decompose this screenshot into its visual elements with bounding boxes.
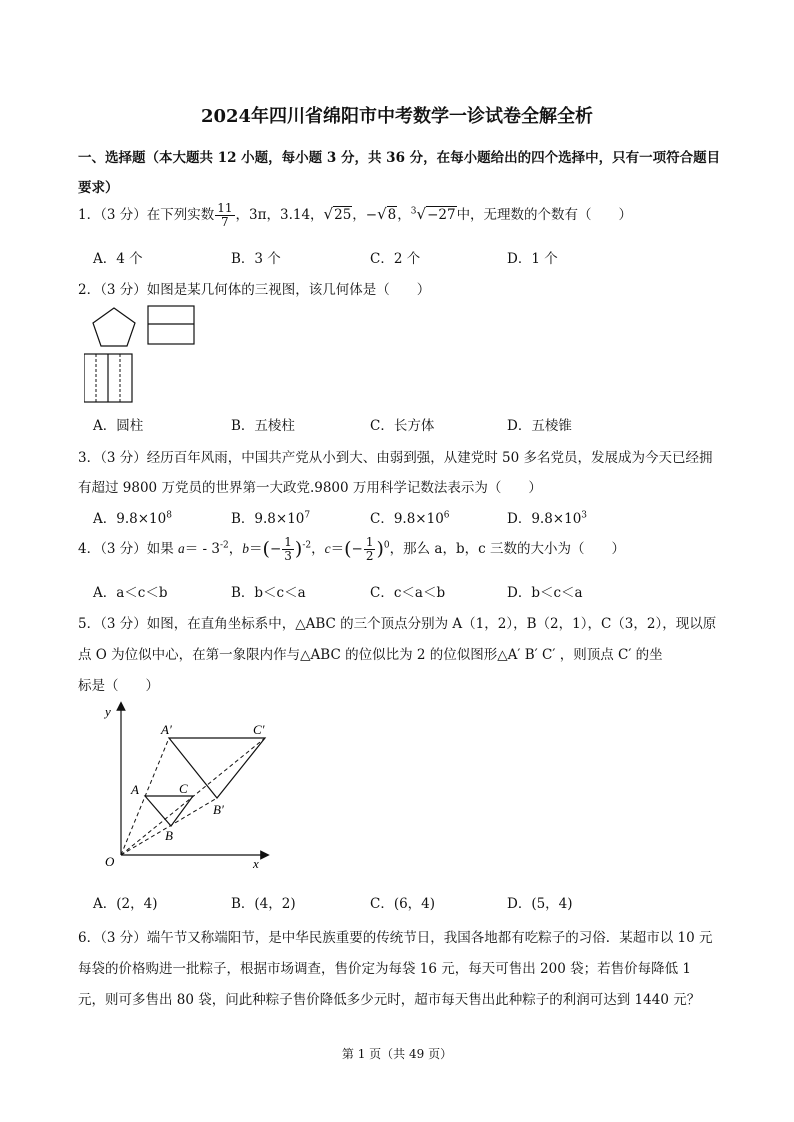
q3-option-d[interactable]: D．$9.8\times 10^3$ — [507, 510, 588, 527]
question-1: 1．（3 分）在下列实数 $\frac{11}{7}$ ，3π，3.14，√25，−√8，$^3$√−27中，无理数的个数有（ ） — [78, 201, 633, 229]
front-view-rect — [148, 306, 194, 344]
question-5: 5．（3 分）如图，在直角坐标系中，△ABC 的三个顶点分别为 A（1，2），B（2，1），C（3，2），现以原 — [78, 616, 717, 632]
question-5-cont: 点 O 为位似中心，在第一象限内作与△ABC 的位似比为 2 的位似图形△A′ B′ C′ ，则顶点 C′ 的坐 — [78, 647, 663, 663]
label-a-prime: A′ — [161, 722, 172, 737]
label-b-prime: B′ — [213, 802, 224, 817]
label-c-prime: C′ — [253, 722, 265, 737]
label-b: B — [165, 828, 173, 843]
fraction-11-7: $\frac{11}{7}$ — [217, 201, 233, 229]
q3-option-a[interactable]: A．$9.8\times 10^8$ — [93, 510, 172, 527]
fraction-1-3: $\frac{1}{3}$ — [284, 535, 292, 563]
q4-option-d[interactable]: D．b＜c＜a — [507, 585, 583, 601]
question-3-cont: 有超过 9800 万党员的世界第一大政党.9800 万用科学记数法表示为（ ） — [78, 480, 542, 496]
coordinate-figure — [95, 700, 275, 875]
q1-option-b[interactable]: B．3 个 — [231, 251, 281, 267]
question-6-cont: 每袋的价格购进一批粽子，根据市场调查，售价定为每袋 16 元，每天可售出 200 袋；若售价每降低 1 — [78, 961, 691, 977]
q5-option-d[interactable]: D．(5，4) — [507, 896, 573, 912]
q1-option-d[interactable]: D．1 个 — [507, 251, 558, 267]
q2-option-b[interactable]: B．五棱柱 — [231, 418, 295, 434]
question-6-cont2: 元，则可多售出 80 袋，问此种粽子售价降低多少元时，超市每天售出此种粽子的利润可达到 1440 元？ — [78, 992, 701, 1008]
q3-option-c[interactable]: C．$9.8\times 10^6$ — [370, 510, 450, 527]
q2-option-a[interactable]: A．圆柱 — [93, 418, 144, 434]
q5-option-b[interactable]: B．(4，2) — [231, 896, 296, 912]
q5-option-c[interactable]: C．(6，4) — [370, 896, 436, 912]
q3-option-b[interactable]: B．$9.8\times 10^7$ — [231, 510, 311, 527]
q4-option-a[interactable]: A．a＜c＜b — [93, 585, 168, 601]
sqrt-8: 8 — [387, 207, 397, 223]
q4-option-c[interactable]: C．c＜a＜b — [370, 585, 446, 601]
section-heading-cont: 要求） — [78, 180, 119, 196]
q1-option-c[interactable]: C．2 个 — [370, 251, 421, 267]
q2-option-d[interactable]: D．五棱锥 — [507, 418, 572, 434]
label-c: C — [179, 781, 188, 796]
question-6: 6．（3 分）端午节又称端阳节，是中华民族重要的传统节日，我国各地都有吃粽子的习俗．某超市以 10 元 — [78, 930, 713, 946]
fraction-1-2: $\frac{1}{2}$ — [365, 535, 374, 563]
three-view-figure — [84, 302, 204, 412]
cbrt-minus-27: −27 — [427, 207, 456, 223]
section-heading: 一、选择题（本大题共 12 小题，每小题 3 分，共 36 分，在每小题给出的四个选择中，只有一项符合题目 — [78, 150, 721, 166]
question-4: 4．（3 分）如果 $a= - 3^{-2}$，b＝(− $\frac{1}{3}$ )$^{-2}$，c＝(− $\frac{1}{2}$ )$^0$，那么 a，b，c 三数的大小为（ ） — [78, 535, 625, 563]
q1-option-a[interactable]: A．4 个 — [93, 251, 143, 267]
label-a: A — [131, 782, 139, 797]
triangle-abc — [145, 796, 193, 826]
page-footer: 第 1 页（共 49 页） — [341, 1047, 453, 1061]
label-o: O — [105, 854, 115, 869]
page-title: 2024年四川省绵阳市中考数学一诊试卷全解全析 — [200, 106, 594, 127]
q2-option-c[interactable]: C．长方体 — [370, 418, 435, 434]
label-y: y — [105, 704, 111, 719]
question-5-cont2: 标是（ ） — [78, 678, 159, 694]
q5-option-a[interactable]: A．(2，4) — [93, 896, 158, 912]
pentagon-top-view — [93, 308, 135, 346]
q4-option-b[interactable]: B．b＜c＜a — [231, 585, 306, 601]
label-x: x — [253, 856, 259, 871]
question-2: 2．（3 分）如图是某几何体的三视图，该几何体是（ ） — [78, 282, 431, 298]
sqrt-25: 25 — [334, 207, 352, 223]
question-3: 3．（3 分）经历百年风雨，中国共产党从小到大、由弱到强，从建党时 50 多名党员，发展成为今天已经拥 — [78, 450, 713, 466]
